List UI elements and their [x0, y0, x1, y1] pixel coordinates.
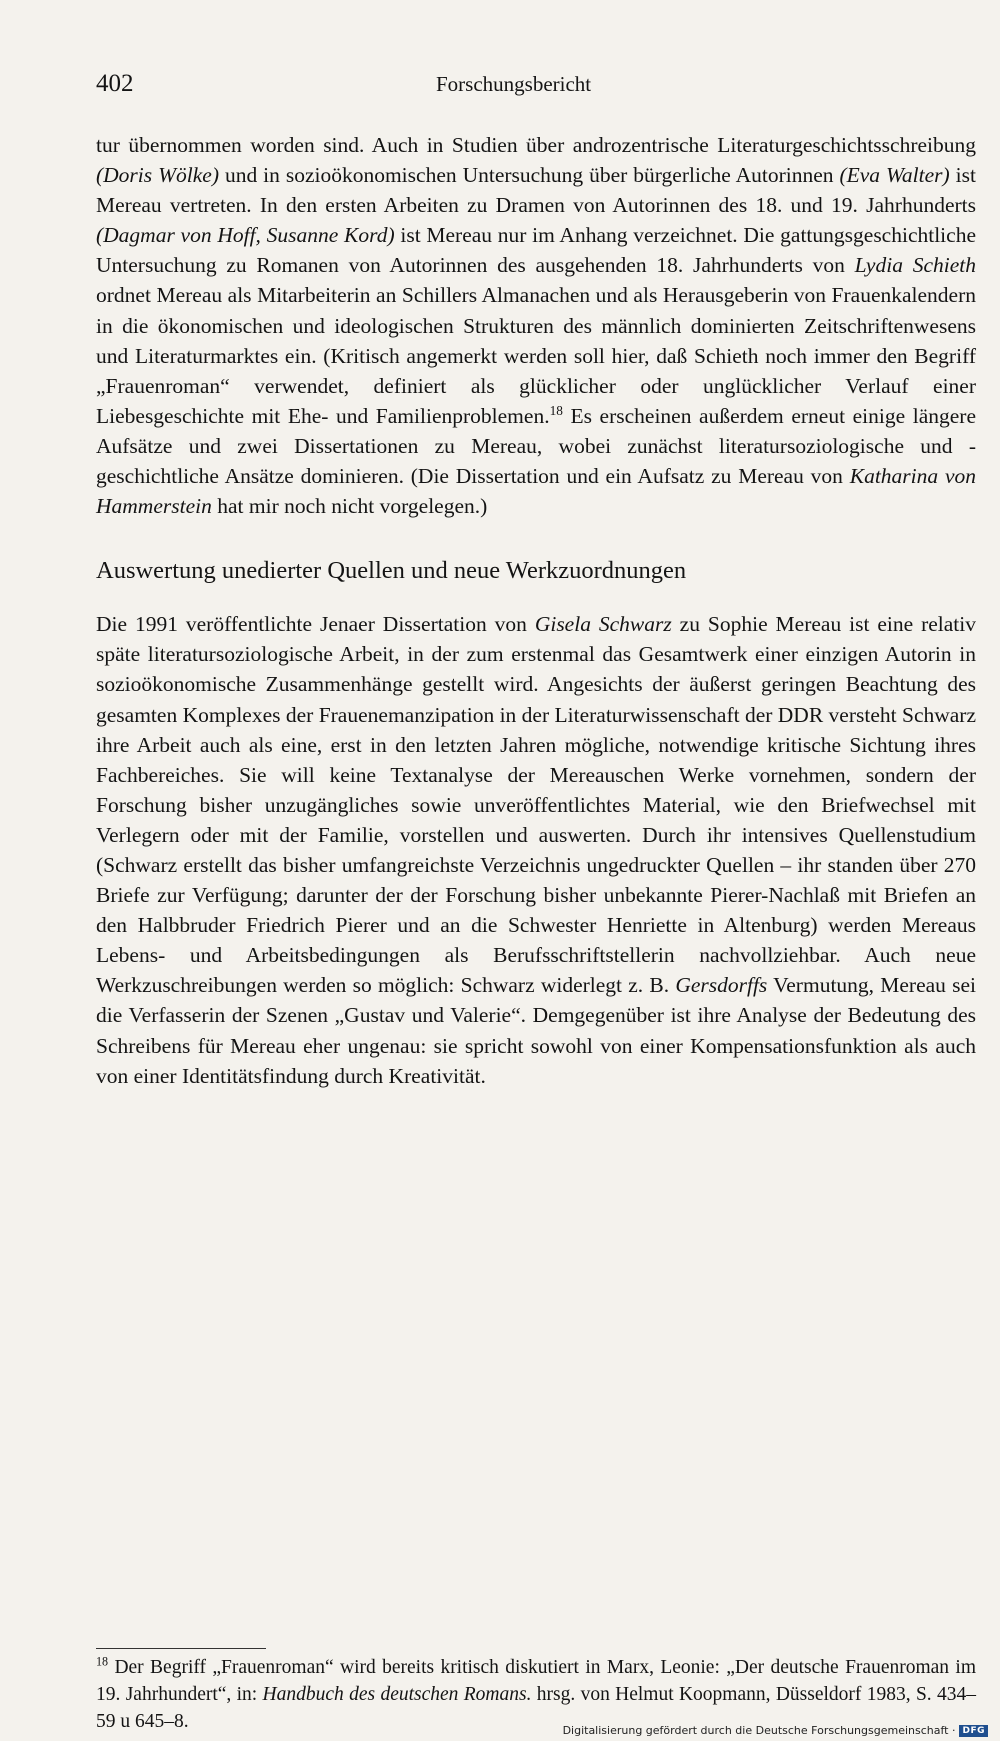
- italic-title: Handbuch des deutschen Romans.: [262, 1684, 532, 1705]
- running-title: Forschungsbericht: [436, 72, 592, 96]
- text-run: ist Mereau vertreten. In den ersten Arbeiten zu Dramen von Autorinnen des 18. und 19. Jahrhunderts: [96, 163, 976, 218]
- text-run: und in sozioökonomischen Untersuchung über bürgerliche Autorinnen: [218, 163, 840, 188]
- credit-text: Digitalisierung gefördert durch die Deutsche Forschungsgemeinschaft ·: [562, 1724, 956, 1737]
- text-run: hrsg. von Helmut Koopmann, Düsseldorf 1983, S. 434–59 u 645–8.: [96, 1684, 976, 1732]
- footnote-18: [96, 1654, 976, 1735]
- text-run: Der Begriff „Frauenroman“ wird bereits kritisch diskutiert in Marx, Leonie: „Der deutsche Frauenroman im 19. Jahrhundert“, in:: [96, 1657, 976, 1705]
- text-run: tur übernommen worden sind. Auch in Studien über androzentrische Literaturgeschichtsschreibung: [96, 133, 976, 157]
- italic-author: Gersdorffs: [675, 973, 768, 998]
- italic-author: Gisela Schwarz: [534, 612, 672, 637]
- text-run: Es erscheinen außerdem erneut einige längere Aufsätze und zwei Dissertationen zu Mereau, wobei zunächst literatursoziologische und -geschichtliche Ansätze dominieren. (Die Dissertation und ein Aufsatz zu Mereau von: [96, 403, 976, 489]
- paragraph-1: [96, 130, 976, 521]
- italic-author: Katharina von Hammerstein: [96, 464, 976, 519]
- footnote-number: 18: [96, 1654, 109, 1669]
- footnote-divider: [96, 1648, 266, 1649]
- page-number: 402: [96, 70, 134, 97]
- dfg-logo-icon: DFG: [959, 1725, 988, 1737]
- italic-author: (Dagmar von Hoff, Susanne Kord): [96, 223, 395, 248]
- text-run: zu Sophie Mereau ist eine relativ späte literatursoziologische Arbeit, in der zum erstenmal das Gesamtwerk einer einzigen Autorin in sozioökonomische Zusammenhänge gestellt wird. Angesichts der äußerst geringen Beachtung des gesamten Komplexes der Frauenemanzipation in der Literaturwissenschaft der DDR versteht Schwarz ihre Arbeit auch als eine, erst in den letzten Jahren mögliche, notwendige kritische Sichtung ihres Fachbereiches. Sie will keine Textanalyse der Mereauschen Werke vornehmen, sondern der Forschung bisher unzugängliches sowie unveröffentlichtes Material, wie den Briefwechsel mit Verlegern oder mit der Familie, vorstellen und auswerten. Durch ihr intensives Quellenstudium (Schwarz erstellt das bisher umfangreichste Verzeichnis ungedruckter Quellen – ihr standen über 270 Briefe zur Verfügung; darunter der der Forschung bisher unbekannte Pierer-Nachlaß mit Briefen an den Halbbruder Friedrich Pierer und an die Schwester Henriette in Altenburg) werden Mereaus Lebens- und Arbeitsbedingungen als Berufsschriftstellerin nachvollziehbar. Auch neue Werkzuschreibungen werden so möglich: Schwarz widerlegt z. B.: [96, 612, 977, 998]
- italic-author: (Eva Walter): [839, 163, 950, 188]
- footnotes: [96, 1654, 976, 1735]
- text-run: hat mir noch nicht vorgelegen.): [211, 494, 488, 519]
- text-run: Die 1991 veröffentlichte Jenaer Dissertation von: [96, 612, 535, 637]
- italic-author: Lydia Schieth: [854, 253, 976, 278]
- text-run: ist Mereau nur im Anhang verzeichnet. Die gattungsgeschichtliche Untersuchung zu Romanen von Autorinnen des ausgehenden 18. Jahrhunderts von: [96, 223, 976, 278]
- text-run: ordnet Mereau als Mitarbeiterin an Schillers Almanachen und als Herausgeberin von Frauenkalendern in die ökonomischen und ideologischen Strukturen des männlich dominierten Zeitschriftenwesens und Literaturmarktes ein. (Kritisch angemerkt werden soll hier, daß Schieth noch immer den Begriff „Frauenroman“ verwendet, definiert als glücklicher oder unglücklicher Verlauf einer Liebesgeschichte mit Ehe- und Familienproblemen.: [96, 283, 976, 428]
- page-header: [96, 70, 976, 110]
- italic-author: (Doris Wölke): [96, 163, 219, 188]
- section-heading: Auswertung unedierter Quellen und neue Werkzuordnungen: [96, 557, 687, 585]
- paragraph-2: [96, 609, 976, 1091]
- digitization-credit: [563, 1724, 988, 1737]
- text-run: Vermutung, Mereau sei die Verfasserin der Szenen „Gustav und Valerie“. Demgegenüber ist ihre Analyse der Bedeutung des Schreibens für Mereau eher ungenau: sie spricht sowohl von einer Kompensationsfunktion als auch von einer Identitätsfindung durch Kreativität.: [96, 973, 976, 1088]
- page-body: [96, 130, 976, 1091]
- footnote-reference: 18: [549, 402, 563, 418]
